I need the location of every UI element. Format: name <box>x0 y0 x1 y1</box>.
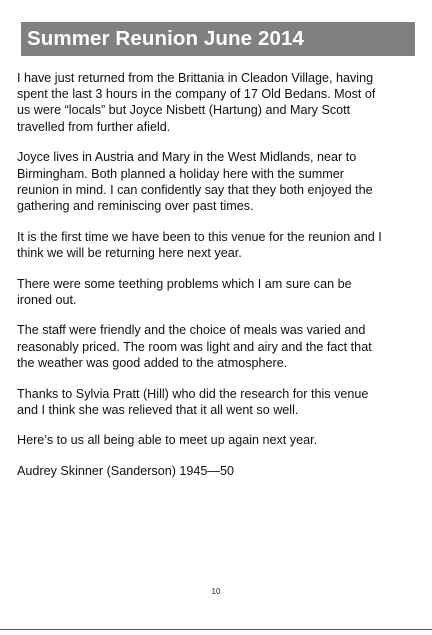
page-title: Summer Reunion June 2014 <box>27 27 304 50</box>
paragraph-2: Joyce lives in Austria and Mary in the West Midlands, near to Birmingham. Both planned a holiday here with the summer reunion in mind. I can confidently say that they both enjoyed the gathering and reminiscing over past times. <box>17 150 373 213</box>
author-signoff: Audrey Skinner (Sanderson) 1945—50 <box>17 464 235 479</box>
paragraph-4: There were some teething problems which I am sure can be ironed out. <box>17 276 352 307</box>
page-number: 10 <box>211 587 221 596</box>
title-banner <box>21 22 415 56</box>
paragraph-1: I have just returned from the Brittania in Cleadon Village, having spent the last 3 hours in the company of 17 Old Bedans. Most of us were “locals” but Joyce Nisbett (Hartung) and Mary Scott travelled from further afield. <box>17 71 376 134</box>
paragraph-3: It is the first time we have been to this venue for the reunion and I think we will be returning here next year. <box>17 229 382 260</box>
paragraph-5: The staff were friendly and the choice of meals was varied and reasonably priced. The room was light and airy and the fact that the weather was good added to the atmosphere. <box>17 323 372 370</box>
paragraph-6: Thanks to Sylvia Pratt (Hill) who did the research for this venue and I think she was relieved that it all went so well. <box>17 386 369 417</box>
article-body <box>17 70 401 494</box>
paragraph-7: Here’s to us all being able to meet up again next year. <box>17 433 318 448</box>
bottom-divider <box>0 629 432 630</box>
